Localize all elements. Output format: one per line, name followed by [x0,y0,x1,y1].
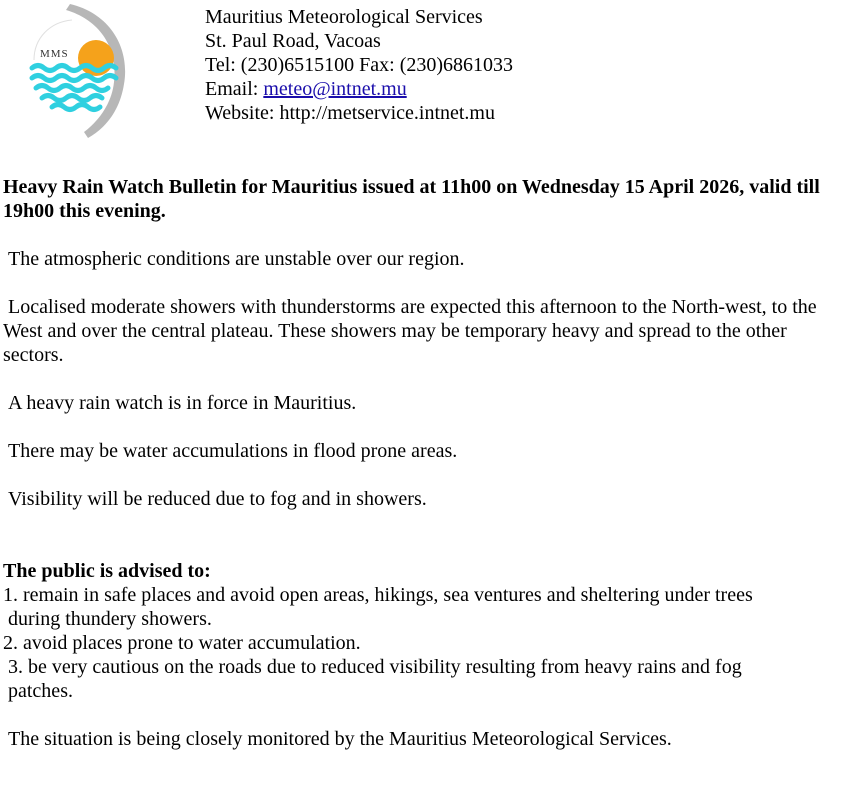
advice-heading: The public is advised to: [3,560,211,582]
org-name: Mauritius Meteorological Services [205,6,483,28]
logo-text: MMS [40,48,69,60]
advice-list [3,583,848,703]
website: Website: http://metservice.intnet.mu [205,102,495,124]
advice-item: 3. be very cautious on the roads due to reduced visibility resulting from heavy rains and fog patches. [8,656,742,702]
paragraph: Visibility will be reduced due to fog and in showers. [3,488,427,510]
advice-item: 2. avoid places prone to water accumulation. [3,632,361,654]
address: St. Paul Road, Vacoas [205,30,381,52]
paragraph: There may be water accumulations in flood prone areas. [3,440,458,462]
phone-fax: Tel: (230)6515100 Fax: (230)6861033 [205,54,514,76]
letterhead [0,0,861,150]
closing-statement: The situation is being closely monitored by the Mauritius Meteorological Services. [3,728,672,750]
bulletin-body [3,175,848,775]
advice-item: 1. remain in safe places and avoid open areas, hikings, sea ventures and sheltering under trees during thundery showers. [3,584,753,630]
bulletin-title: Heavy Rain Watch Bulletin for Mauritius issued at 11h00 on Wednesday 15 April 2026, valid till 19h00 this evening. [3,176,820,222]
paragraph: A heavy rain watch is in force in Mauritius. [3,392,357,414]
email-link[interactable]: meteo@intnet.mu [263,78,407,100]
mms-logo [26,2,130,138]
email-label: Email: [205,78,264,100]
paragraph: The atmospheric conditions are unstable over our region. [3,248,465,270]
contact-block [205,5,513,125]
email-line [205,77,513,101]
paragraph: Localised moderate showers with thunderstorms are expected this afternoon to the North-west, to the West and over the central plateau. These showers may be temporary heavy and spread to the other sectors. [3,296,822,366]
